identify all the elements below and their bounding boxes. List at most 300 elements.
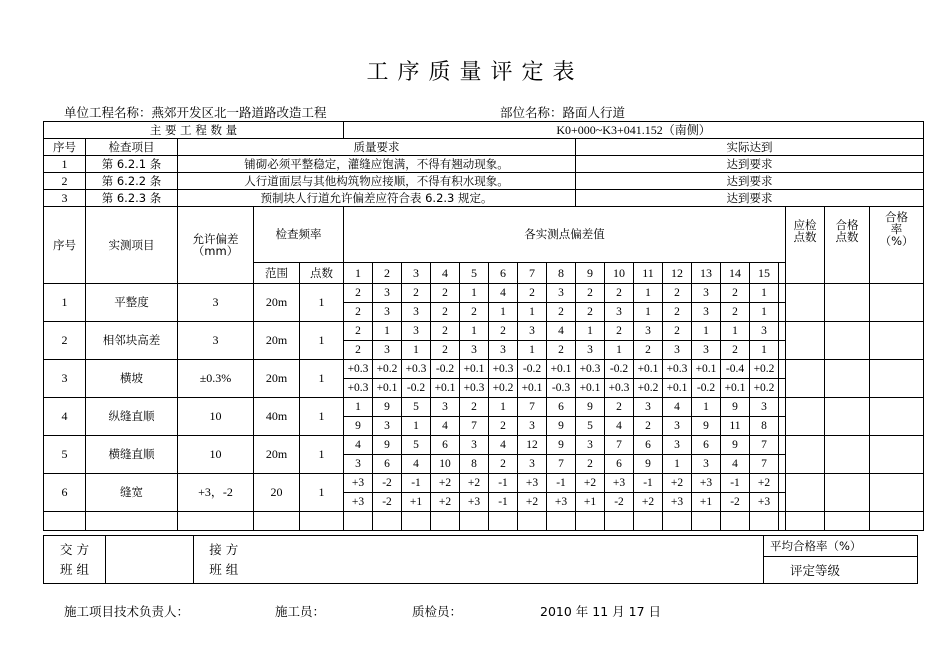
deviation-value: 2 bbox=[402, 284, 431, 303]
empty-cell bbox=[786, 512, 825, 531]
header-range: 范围 bbox=[254, 263, 300, 284]
deviation-value: 5 bbox=[402, 436, 431, 455]
point-number: 7 bbox=[518, 263, 547, 284]
point-number: 11 bbox=[634, 263, 663, 284]
expected-points bbox=[786, 360, 825, 398]
deviation-value: +3 bbox=[518, 474, 547, 493]
deviation-value: 3 bbox=[402, 322, 431, 341]
empty-cell bbox=[692, 512, 721, 531]
deviation-value: 3 bbox=[692, 303, 721, 322]
measure-points: 1 bbox=[300, 284, 344, 322]
deviation-value: 6 bbox=[634, 436, 663, 455]
deviation-value: 9 bbox=[576, 398, 605, 417]
deviation-value: +0.1 bbox=[460, 360, 489, 379]
measure-item: 相邻块高差 bbox=[86, 322, 178, 360]
deviation-value: 3 bbox=[750, 398, 779, 417]
deviation-value: 3 bbox=[518, 455, 547, 474]
deviation-value: 3 bbox=[634, 322, 663, 341]
deviation-value: 6 bbox=[373, 455, 402, 474]
average-pass-rate: 平均合格率（%） bbox=[764, 536, 918, 557]
measure-points: 1 bbox=[300, 436, 344, 474]
deviation-value: +3 bbox=[344, 493, 373, 512]
tech-lead-signature: 施工项目技术负责人： bbox=[64, 604, 190, 619]
deviation-value: 2 bbox=[344, 284, 373, 303]
deviation-value: 2 bbox=[547, 341, 576, 360]
deviation-value: 9 bbox=[634, 455, 663, 474]
deviation-value: +0.1 bbox=[431, 379, 460, 398]
deviation-value: +0.1 bbox=[721, 379, 750, 398]
deviation-value: +0.1 bbox=[576, 379, 605, 398]
deviation-value: -1 bbox=[489, 474, 518, 493]
qc-row bbox=[44, 156, 924, 173]
empty-cell bbox=[779, 512, 786, 531]
passed-points bbox=[825, 284, 870, 322]
pass-rate bbox=[870, 398, 924, 436]
rate-line2: 率 bbox=[890, 222, 903, 237]
measure-no: 4 bbox=[44, 398, 86, 436]
deviation-value: -0.4 bbox=[721, 360, 750, 379]
deviation-value: 1 bbox=[518, 341, 547, 360]
deviation-value: +0.3 bbox=[663, 360, 692, 379]
inspector-signature: 质检员： bbox=[412, 604, 463, 619]
deviation-value: 9 bbox=[547, 436, 576, 455]
deviation-value: -1 bbox=[489, 493, 518, 512]
empty-cell bbox=[300, 512, 344, 531]
deviation-value: 2 bbox=[344, 303, 373, 322]
handover-line1: 交 方 bbox=[60, 541, 89, 557]
deviation-value: 7 bbox=[460, 417, 489, 436]
deviation-value: 3 bbox=[518, 417, 547, 436]
deviation-value: 3 bbox=[460, 341, 489, 360]
point-number: 3 bbox=[402, 263, 431, 284]
deviation-value: 2 bbox=[576, 455, 605, 474]
deviation-value: 3 bbox=[344, 455, 373, 474]
tolerance-label: 允许偏差 bbox=[192, 231, 239, 246]
extra-column bbox=[779, 284, 786, 303]
deviation-value: -2 bbox=[605, 493, 634, 512]
deviation-value: 3 bbox=[518, 322, 547, 341]
deviation-value: 6 bbox=[605, 455, 634, 474]
point-number: 8 bbox=[547, 263, 576, 284]
deviation-value: +2 bbox=[750, 474, 779, 493]
deviation-value: 1 bbox=[634, 303, 663, 322]
deviation-value: +0.1 bbox=[634, 360, 663, 379]
measure-points: 1 bbox=[300, 474, 344, 512]
deviation-value: 1 bbox=[663, 455, 692, 474]
deviation-value: 2 bbox=[634, 417, 663, 436]
deviation-value: +2 bbox=[634, 493, 663, 512]
measure-item: 平整度 bbox=[86, 284, 178, 322]
measure-points: 1 bbox=[300, 360, 344, 398]
deviation-value: 3 bbox=[576, 436, 605, 455]
deviation-value: +0.1 bbox=[692, 360, 721, 379]
measure-header-no: 序号 bbox=[44, 207, 86, 284]
empty-cell bbox=[663, 512, 692, 531]
deviation-value: 8 bbox=[750, 417, 779, 436]
qc-header-no: 序号 bbox=[44, 139, 86, 156]
extra-column bbox=[779, 322, 786, 341]
empty-cell bbox=[178, 512, 254, 531]
deviation-value: -1 bbox=[634, 474, 663, 493]
deviation-value: +3 bbox=[750, 493, 779, 512]
deviation-value: 2 bbox=[431, 284, 460, 303]
point-number: 4 bbox=[431, 263, 460, 284]
deviation-value: 2 bbox=[489, 455, 518, 474]
pass-rate bbox=[870, 474, 924, 512]
deviation-value: 1 bbox=[460, 322, 489, 341]
measure-header-rate bbox=[870, 207, 924, 284]
deviation-value: 4 bbox=[344, 436, 373, 455]
deviation-value: 2 bbox=[489, 417, 518, 436]
footer-table bbox=[43, 535, 918, 584]
deviation-value: +2 bbox=[576, 474, 605, 493]
deviation-value: 1 bbox=[634, 284, 663, 303]
qc-requirement: 铺砌必须平整稳定，灌缝应饱满，不得有翘动现象。 bbox=[178, 156, 576, 173]
deviation-value: 7 bbox=[605, 436, 634, 455]
deviation-value: -1 bbox=[402, 474, 431, 493]
empty-cell bbox=[254, 512, 300, 531]
deviation-value: +0.3 bbox=[576, 360, 605, 379]
deviation-value: 3 bbox=[634, 398, 663, 417]
passed-points bbox=[825, 322, 870, 360]
deviation-value: 4 bbox=[547, 322, 576, 341]
qc-no: 1 bbox=[44, 156, 86, 173]
empty-cell bbox=[44, 512, 86, 531]
deviation-value: 1 bbox=[692, 322, 721, 341]
deviation-value: +3 bbox=[344, 474, 373, 493]
deviation-value: +1 bbox=[692, 493, 721, 512]
deviation-value: +0.1 bbox=[373, 379, 402, 398]
measure-row bbox=[44, 284, 924, 303]
signature-date: 2010 年 11 月 17 日 bbox=[540, 604, 661, 619]
deviation-value: -1 bbox=[547, 474, 576, 493]
header-points: 点数 bbox=[300, 263, 344, 284]
part-name: 部位名称：路面人行道 bbox=[500, 105, 626, 120]
measure-range: 20m bbox=[254, 322, 300, 360]
deviation-value: 1 bbox=[489, 303, 518, 322]
deviation-value: 5 bbox=[576, 417, 605, 436]
deviation-value: 2 bbox=[489, 322, 518, 341]
deviation-value: 4 bbox=[489, 284, 518, 303]
deviation-value: -2 bbox=[721, 493, 750, 512]
deviation-value: 5 bbox=[402, 398, 431, 417]
deviation-value: 2 bbox=[518, 284, 547, 303]
deviation-value: 1 bbox=[460, 284, 489, 303]
measure-tolerance: 3 bbox=[178, 284, 254, 322]
pass-rate bbox=[870, 284, 924, 322]
receiver-line1: 接 方 bbox=[209, 541, 239, 557]
deviation-value: +3 bbox=[605, 474, 634, 493]
expected-points bbox=[786, 436, 825, 474]
point-number: 6 bbox=[489, 263, 518, 284]
deviation-value: 9 bbox=[373, 436, 402, 455]
deviation-value: 2 bbox=[721, 284, 750, 303]
deviation-value: 1 bbox=[344, 398, 373, 417]
passed-line2: 点数 bbox=[835, 230, 859, 245]
deviation-value: 1 bbox=[721, 322, 750, 341]
passed-points bbox=[825, 436, 870, 474]
deviation-value: +0.2 bbox=[489, 379, 518, 398]
deviation-value: 9 bbox=[344, 417, 373, 436]
measure-no: 1 bbox=[44, 284, 86, 322]
deviation-value: +0.3 bbox=[344, 360, 373, 379]
rate-line3: （%） bbox=[879, 234, 914, 249]
deviation-value: -0.3 bbox=[547, 379, 576, 398]
deviation-value: 2 bbox=[663, 284, 692, 303]
qc-header-row bbox=[44, 139, 924, 156]
deviation-value: 3 bbox=[692, 341, 721, 360]
deviation-value: -0.2 bbox=[605, 360, 634, 379]
extra-column bbox=[779, 455, 786, 474]
empty-row bbox=[44, 512, 924, 531]
expected-points bbox=[786, 398, 825, 436]
measure-tolerance: 10 bbox=[178, 398, 254, 436]
deviation-value: +0.2 bbox=[634, 379, 663, 398]
deviation-value: +0.1 bbox=[663, 379, 692, 398]
deviation-value: 2 bbox=[605, 398, 634, 417]
extra-column bbox=[779, 436, 786, 455]
qc-item: 第 6.2.1 条 bbox=[86, 156, 178, 173]
empty-cell bbox=[825, 512, 870, 531]
empty-cell bbox=[870, 512, 924, 531]
empty-cell bbox=[373, 512, 402, 531]
deviation-value: 1 bbox=[692, 398, 721, 417]
measure-header-passed bbox=[825, 207, 870, 284]
deviation-value: 2 bbox=[634, 341, 663, 360]
quantity-label: 主 要 工 程 数 量 bbox=[44, 122, 344, 139]
deviation-value: 1 bbox=[489, 398, 518, 417]
empty-cell bbox=[750, 512, 779, 531]
qc-row bbox=[44, 173, 924, 190]
measure-header-expected bbox=[786, 207, 825, 284]
measure-no: 3 bbox=[44, 360, 86, 398]
deviation-value: 1 bbox=[750, 284, 779, 303]
deviation-value: 4 bbox=[402, 455, 431, 474]
extra-column bbox=[779, 493, 786, 512]
deviation-value: +3 bbox=[460, 493, 489, 512]
deviation-value: 2 bbox=[460, 303, 489, 322]
extra-column bbox=[779, 303, 786, 322]
deviation-value: 2 bbox=[460, 398, 489, 417]
empty-cell bbox=[518, 512, 547, 531]
deviation-value: +2 bbox=[518, 493, 547, 512]
qc-result: 达到要求 bbox=[576, 190, 924, 207]
deviation-value: 3 bbox=[373, 417, 402, 436]
deviation-value: 9 bbox=[373, 398, 402, 417]
qc-no: 3 bbox=[44, 190, 86, 207]
deviation-value: 9 bbox=[692, 417, 721, 436]
deviation-value: -2 bbox=[373, 493, 402, 512]
qc-header-item: 检查项目 bbox=[86, 139, 178, 156]
deviation-value: 3 bbox=[373, 303, 402, 322]
deviation-value: 8 bbox=[460, 455, 489, 474]
expected-points bbox=[786, 284, 825, 322]
qc-item: 第 6.2.3 条 bbox=[86, 190, 178, 207]
point-number: 9 bbox=[576, 263, 605, 284]
deviation-value: 1 bbox=[402, 417, 431, 436]
deviation-value: 2 bbox=[576, 303, 605, 322]
measure-no: 6 bbox=[44, 474, 86, 512]
point-number: 10 bbox=[605, 263, 634, 284]
deviation-value: 1 bbox=[518, 303, 547, 322]
deviation-value: 1 bbox=[750, 303, 779, 322]
point-number: 15 bbox=[750, 263, 779, 284]
deviation-value: 3 bbox=[663, 417, 692, 436]
deviation-value: 3 bbox=[373, 341, 402, 360]
deviation-value: +0.3 bbox=[489, 360, 518, 379]
deviation-value: 3 bbox=[460, 436, 489, 455]
project-name: 单位工程名称：燕郊开发区北一路道路改造工程 bbox=[64, 105, 327, 120]
measure-tolerance: 3 bbox=[178, 322, 254, 360]
measure-row bbox=[44, 398, 924, 417]
deviation-value: 2 bbox=[431, 341, 460, 360]
measure-points: 1 bbox=[300, 398, 344, 436]
extra-column bbox=[779, 417, 786, 436]
deviation-value: +0.3 bbox=[344, 379, 373, 398]
deviation-value: 3 bbox=[373, 284, 402, 303]
point-number: 2 bbox=[373, 263, 402, 284]
deviation-value: 1 bbox=[373, 322, 402, 341]
deviation-value: -0.2 bbox=[692, 379, 721, 398]
pass-rate bbox=[870, 360, 924, 398]
qc-result: 达到要求 bbox=[576, 173, 924, 190]
worker-signature: 施工员： bbox=[275, 604, 326, 619]
passed-points bbox=[825, 398, 870, 436]
deviation-value: 2 bbox=[663, 322, 692, 341]
deviation-value: 7 bbox=[750, 455, 779, 474]
deviation-value: 2 bbox=[344, 341, 373, 360]
empty-cell bbox=[431, 512, 460, 531]
quantity-value: K0+000~K3+041.152（南侧） bbox=[344, 122, 924, 139]
deviation-value: +3 bbox=[692, 474, 721, 493]
qc-row bbox=[44, 190, 924, 207]
measure-tolerance: ±0.3% bbox=[178, 360, 254, 398]
qc-no: 2 bbox=[44, 173, 86, 190]
deviation-value: 10 bbox=[431, 455, 460, 474]
measure-header-item: 实测项目 bbox=[86, 207, 178, 284]
deviation-value: 7 bbox=[518, 398, 547, 417]
deviation-value: 1 bbox=[750, 341, 779, 360]
measure-tolerance: +3，-2 bbox=[178, 474, 254, 512]
deviation-value: 2 bbox=[576, 284, 605, 303]
deviation-value: 3 bbox=[547, 284, 576, 303]
receiver-blank bbox=[254, 536, 764, 584]
deviation-value: 2 bbox=[344, 322, 373, 341]
deviation-value: 4 bbox=[663, 398, 692, 417]
qc-header-result: 实际达到 bbox=[576, 139, 924, 156]
deviation-value: 12 bbox=[518, 436, 547, 455]
deviation-value: +2 bbox=[431, 493, 460, 512]
extra-column bbox=[779, 263, 786, 284]
expected-points bbox=[786, 474, 825, 512]
measure-range: 20 bbox=[254, 474, 300, 512]
deviation-value: +3 bbox=[663, 493, 692, 512]
deviation-value: 1 bbox=[576, 322, 605, 341]
empty-cell bbox=[86, 512, 178, 531]
deviation-value: +0.1 bbox=[547, 360, 576, 379]
empty-cell bbox=[547, 512, 576, 531]
deviation-value: 3 bbox=[402, 303, 431, 322]
point-number: 13 bbox=[692, 263, 721, 284]
deviation-value: 3 bbox=[663, 436, 692, 455]
deviation-value: +0.2 bbox=[373, 360, 402, 379]
deviation-value: 3 bbox=[431, 398, 460, 417]
deviation-value: -0.2 bbox=[431, 360, 460, 379]
evaluation-grade: 评定等级 bbox=[764, 557, 918, 584]
pass-rate bbox=[870, 436, 924, 474]
deviation-value: 3 bbox=[692, 455, 721, 474]
measure-tolerance: 10 bbox=[178, 436, 254, 474]
deviation-value: +0.2 bbox=[750, 360, 779, 379]
deviation-value: +0.3 bbox=[402, 360, 431, 379]
empty-cell bbox=[605, 512, 634, 531]
measure-range: 20m bbox=[254, 360, 300, 398]
empty-cell bbox=[344, 512, 373, 531]
point-number: 5 bbox=[460, 263, 489, 284]
deviation-value: 1 bbox=[402, 341, 431, 360]
qc-requirement: 人行道面层与其他构筑物应接顺，不得有积水现象。 bbox=[178, 173, 576, 190]
extra-column bbox=[779, 474, 786, 493]
measure-item: 纵缝直顺 bbox=[86, 398, 178, 436]
deviation-value: 1 bbox=[605, 341, 634, 360]
measure-row bbox=[44, 360, 924, 379]
deviation-value: 4 bbox=[605, 417, 634, 436]
empty-cell bbox=[634, 512, 663, 531]
empty-cell bbox=[402, 512, 431, 531]
deviation-value: -2 bbox=[373, 474, 402, 493]
qc-item: 第 6.2.2 条 bbox=[86, 173, 178, 190]
deviation-value: 4 bbox=[489, 436, 518, 455]
deviation-value: +0.3 bbox=[460, 379, 489, 398]
quality-table bbox=[43, 121, 924, 531]
measure-header-values: 各实测点偏差值 bbox=[344, 207, 786, 263]
deviation-value: +2 bbox=[460, 474, 489, 493]
deviation-value: 7 bbox=[750, 436, 779, 455]
measure-range: 20m bbox=[254, 436, 300, 474]
deviation-value: +0.2 bbox=[750, 379, 779, 398]
measure-no: 5 bbox=[44, 436, 86, 474]
deviation-value: +0.1 bbox=[518, 379, 547, 398]
extra-column bbox=[779, 398, 786, 417]
extra-column bbox=[779, 379, 786, 398]
deviation-value: 11 bbox=[721, 417, 750, 436]
point-number: 12 bbox=[663, 263, 692, 284]
deviation-value: +1 bbox=[576, 493, 605, 512]
measure-no: 2 bbox=[44, 322, 86, 360]
deviation-value: 2 bbox=[547, 303, 576, 322]
point-number: 14 bbox=[721, 263, 750, 284]
deviation-value: -1 bbox=[721, 474, 750, 493]
deviation-value: 2 bbox=[605, 322, 634, 341]
measure-row bbox=[44, 436, 924, 455]
deviation-value: 2 bbox=[431, 322, 460, 341]
handover-line2: 班 组 bbox=[60, 561, 89, 577]
passed-points bbox=[825, 474, 870, 512]
empty-cell bbox=[460, 512, 489, 531]
passed-line1: 合格 bbox=[835, 218, 859, 232]
deviation-value: +3 bbox=[547, 493, 576, 512]
deviation-value: 3 bbox=[692, 284, 721, 303]
measure-header-frequency: 检查频率 bbox=[254, 207, 344, 263]
qc-requirement: 预制块人行道允许偏差应符合表 6.2.3 规定。 bbox=[178, 190, 576, 207]
deviation-value: 9 bbox=[721, 398, 750, 417]
deviation-value: 2 bbox=[721, 341, 750, 360]
deviation-value: 9 bbox=[547, 417, 576, 436]
handover-team bbox=[44, 536, 106, 584]
measure-row bbox=[44, 474, 924, 493]
rate-line1: 合格 bbox=[885, 210, 909, 224]
deviation-value: -0.2 bbox=[402, 379, 431, 398]
